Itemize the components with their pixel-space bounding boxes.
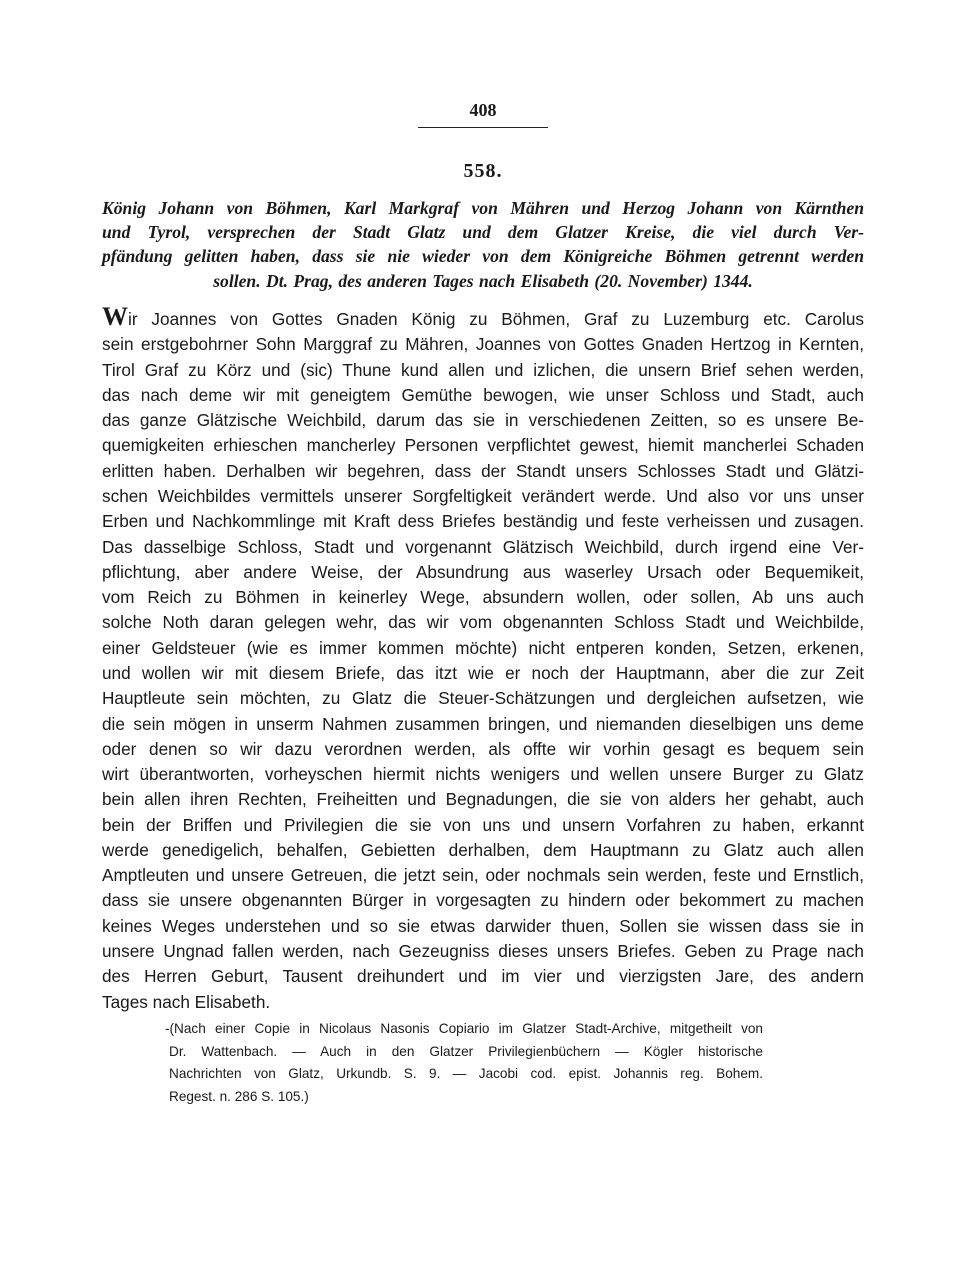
body-line: Tirol Graf zu Körz und (sic) Thune kund allen und izlichen, die unsern Brief sehen werden, [102, 359, 864, 380]
body-line: des Herren Geburt, Tausent dreihundert und im vier und vierzigsten Jare, des andern [102, 966, 864, 987]
body-line: das nach deme wir mit geneigtem Gemüthe bewogen, wie unser Schloss und Stadt, auch [102, 384, 864, 405]
body-line: werde genedigelich, behalfen, Gebietten derhalben, dem Hauptmann zu Glatz auch allen [102, 839, 864, 860]
body-line: Tages nach Elisabeth. [102, 991, 271, 1012]
body-line: ir Joannes von Gottes Gnaden König zu Böhmen, Graf zu Luzemburg etc. Carolus [128, 309, 864, 329]
body-line: Hauptleute sein möchten, zu Glatz die Steuer-Schätzungen und dergleichen aufsetzen, wie [102, 688, 864, 709]
document-heading [102, 196, 864, 293]
body-line: solche Noth daran gelegen wehr, das wir vom obgenannten Schloss Stadt und Weichbilde, [102, 612, 864, 633]
body-line: dass sie unsere obgenannten Bürger in vorgesagten zu hindern oder bekommert zu machen [102, 890, 864, 911]
body-line: keines Weges understehen und so sie etwas darwider thuen, Sollen sie wissen dass sie in [102, 915, 864, 936]
header-rule [418, 127, 548, 128]
heading-line: sollen. Dt. Prag, des anderen Tages nach Elisabeth (20. November) 1344. [213, 270, 753, 291]
note-line: Regest. n. 286 S. 105.) [169, 1088, 309, 1104]
body-line: Erben und Nachkommlinge mit Kraft dess Briefes beständig und feste verheissen und zusagen. [102, 511, 864, 532]
body-line: Das dasselbige Schloss, Stadt und vorgenannt Glätzisch Weichbild, durch irgend eine Ver- [102, 536, 864, 557]
body-line: unsere Ungnad fallen werden, nach Gezeugniss dieses unsers Briefes. Geben zu Prage nach [102, 941, 864, 962]
body-line: Amptleuten und unsere Getreuen, die jetzt sein, oder nochmals sein werden, feste und Ernstlich, [102, 865, 864, 886]
document-number: 558. [463, 160, 503, 182]
body-line: bein der Briffen und Privilegien die sie von uns und unsern Vorfahren zu haben, erkannt [102, 814, 864, 835]
body-line-first [102, 302, 864, 332]
body-line: oder denen so wir dazu verordnen werden, als offte wir vorhin gesagt es bequem sein [102, 738, 864, 759]
body-line: wirt überantworten, vorheyschen hiermit nichts wenigers und wellen unsere Burger zu Glatz [102, 764, 864, 785]
note-line: Nachrichten von Glatz, Urkundb. S. 9. — Jacobi cod. epist. Johannis reg. Bohem. [169, 1066, 763, 1082]
note-line: -(Nach einer Copie in Nicolaus Nasonis Copiario im Glatzer Stadt-Archive, mitgetheilt von [165, 1021, 763, 1036]
heading-line: König Johann von Böhmen, Karl Markgraf von Mähren und Herzog Johann von Kärnthen [102, 198, 864, 218]
body-text [102, 302, 864, 1015]
body-line: vom Reich zu Böhmen in keinerley Wege, absundern wollen, oder sollen, Ab uns auch [102, 587, 864, 608]
heading-line: und Tyrol, versprechen der Stadt Glatz und dem Glatzer Kreise, die viel durch Ver- [102, 222, 864, 243]
source-note [165, 1018, 763, 1108]
body-line: erlitten haben. Derhalben wir begehren, dass der Standt unsers Schlosses Stadt und Glätzi- [102, 460, 864, 481]
drop-initial: W [102, 302, 128, 331]
heading-line: pfändung gelitten haben, dass sie nie wieder von dem Königreiche Böhmen getrennt werden [102, 246, 864, 267]
body-line: schen Weichbildes vermittels unserer Sorgfeltigkeit verändert werde. Und also vor uns unser [102, 485, 864, 506]
note-line: Dr. Wattenbach. — Auch in den Glatzer Privilegienbüchern — Kögler historische [169, 1043, 763, 1059]
body-line: einer Geldsteuer (wie es immer kommen möchte) nicht entperen konden, Setzen, erkenen, [102, 637, 864, 658]
body-line: bein allen ihren Rechten, Freiheitten und Begnadungen, die sie von alders her gehabt, auch [102, 789, 864, 810]
body-line: die sein mögen in unserm Nahmen zusammen bringen, und niemanden dieselbigen uns deme [102, 713, 864, 734]
body-line: sein erstgebohrner Sohn Marggraf zu Mähren, Joannes von Gottes Gnaden Hertzog in Kernten, [102, 334, 864, 355]
page-number: 408 [469, 100, 497, 120]
body-line: das ganze Glätzische Weichbild, darum das sie in verschiedenen Zeitten, so es unsere Be- [102, 410, 864, 431]
body-line: und wollen wir mit diesem Briefe, das itzt wie er noch der Hauptmann, aber die zur Zeit [102, 662, 864, 683]
body-line: pflichtung, aber andere Weise, der Absundrung aus waserley Ursach oder Bequemikeit, [102, 561, 864, 582]
body-line: quemigkeiten erhieschen mancherley Personen verpflichtet gewest, hiemit mancherlei Schaden [102, 435, 864, 456]
